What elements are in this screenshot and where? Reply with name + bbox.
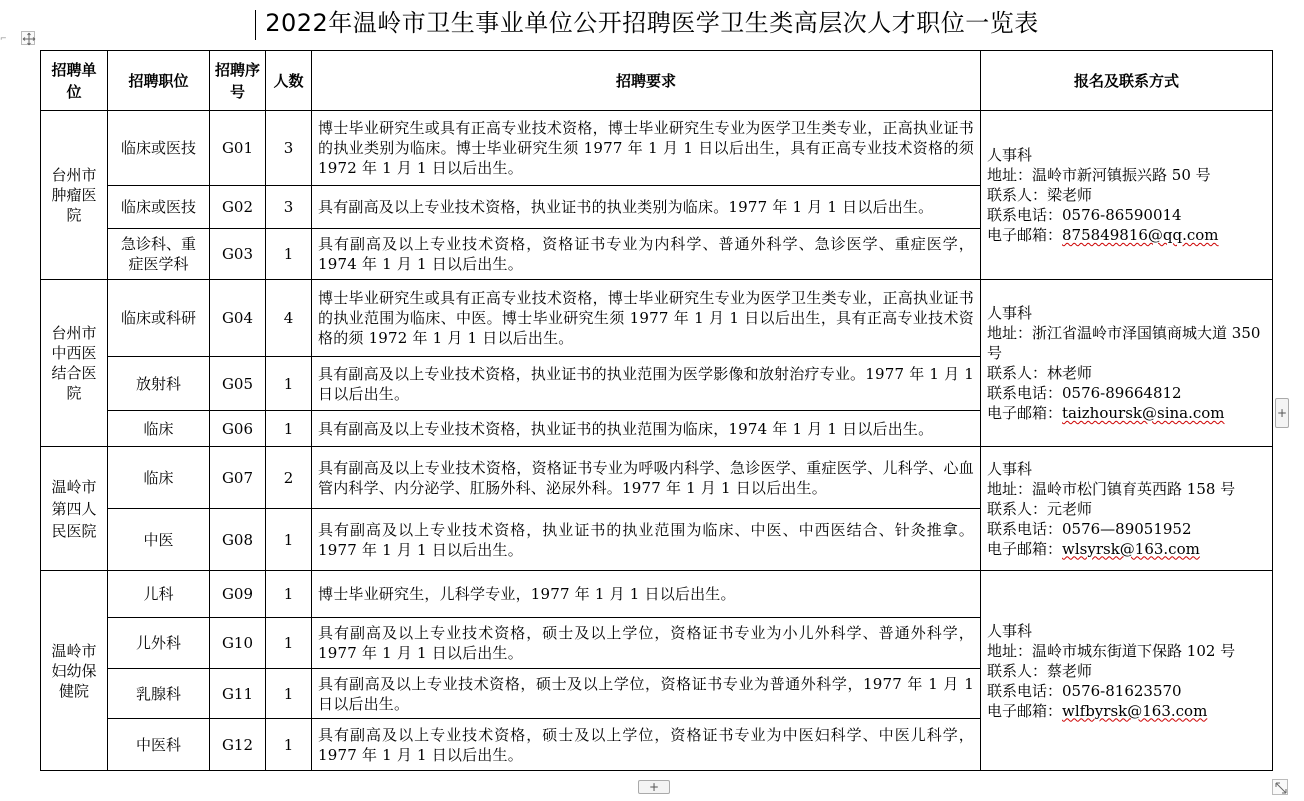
position-cell: 放射科 [108, 357, 210, 411]
header-position: 招聘职位 [108, 51, 210, 111]
code-cell: G07 [210, 447, 266, 509]
count-cell: 3 [266, 111, 312, 186]
header-code: 招聘序号 [210, 51, 266, 111]
contact-email: 875849816@qq.com [1062, 226, 1219, 244]
contact-cell [981, 111, 1273, 280]
contact-email-line [987, 701, 1266, 721]
resize-arrows-icon [1273, 780, 1289, 796]
count-cell: 1 [266, 509, 312, 571]
contact-address: 地址：浙江省温岭市泽国镇商城大道 350 号 [987, 324, 1261, 362]
contact-cell [981, 447, 1273, 571]
contact-email-line [987, 225, 1266, 245]
contact-email-label: 电子邮箱： [987, 404, 1063, 422]
count-cell: 1 [266, 719, 312, 771]
unit-cell: 台州市肿瘤医院 [41, 111, 108, 280]
requirements-cell: 博士毕业研究生或具有正高专业技术资格，博士毕业研究生专业为医学卫生类专业，正高执业证书的执业范围为临床、中医。博士毕业研究生须 1977 年 1 月 1 日以后出生，具有正高专业技术资格的须 1972 年 1 月 1 日以后出生。 [312, 280, 981, 357]
contact-address: 地址：温岭市新河镇振兴路 50 号 [987, 166, 1211, 184]
contact-email-line [987, 403, 1266, 423]
page-corner-mark: ⌐ [0, 34, 7, 43]
code-cell: G03 [210, 229, 266, 280]
requirements-cell: 具有副高及以上专业技术资格，硕士及以上学位，资格证书专业为小儿外科学、普通外科学，1977 年 1 月 1 日以后出生。 [312, 618, 981, 669]
contact-phone: 联系电话：0576—89051952 [987, 519, 1192, 538]
contact-address: 地址：温岭市城东街道下保路 102 号 [987, 641, 1236, 660]
table-row [41, 447, 1273, 509]
count-cell: 4 [266, 280, 312, 357]
header-row [41, 51, 1273, 111]
unit-cell: 台州市中西医结合医院 [41, 280, 108, 447]
contact-dept: 人事科 [987, 146, 1033, 164]
position-cell: 临床 [108, 411, 210, 447]
contact-email-label: 电子邮箱： [987, 539, 1063, 558]
header-count: 人数 [266, 51, 312, 111]
requirements-cell: 具有副高及以上专业技术资格，资格证书专业为呼吸内科学、急诊医学、重症医学、儿科学、心血管内科学、内分泌学、肛肠外科、泌尿外科。1977 年 1 月 1 日以后出生。 [312, 447, 981, 509]
requirements-cell: 具有副高及以上专业技术资格，执业证书的执业范围为医学影像和放射治疗专业。1977 年 1 月 1 日以后出生。 [312, 357, 981, 411]
position-cell: 临床 [108, 447, 210, 509]
requirements-cell: 具有副高及以上专业技术资格，执业证书的执业范围为临床，1974 年 1 月 1 日以后出生。 [312, 411, 981, 447]
contact-email-label: 电子邮箱： [987, 701, 1063, 720]
position-cell: 乳腺科 [108, 669, 210, 719]
position-cell: 临床或科研 [108, 280, 210, 357]
contact-cell [981, 280, 1273, 447]
requirements-cell: 具有副高及以上专业技术资格，执业证书的执业范围为临床、中医、中西医结合、针灸推拿。1977 年 1 月 1 日以后出生。 [312, 509, 981, 571]
code-cell: G10 [210, 618, 266, 669]
table-move-handle-icon[interactable] [21, 31, 35, 45]
table-resize-handle-icon[interactable] [1272, 779, 1288, 795]
code-cell: G12 [210, 719, 266, 771]
contact-address: 地址：温岭市松门镇育英西路 158 号 [987, 479, 1236, 498]
contact-phone: 联系电话：0576-89664812 [987, 384, 1182, 402]
add-row-button[interactable]: + [638, 780, 670, 794]
count-cell: 1 [266, 618, 312, 669]
count-cell: 3 [266, 186, 312, 229]
position-cell: 临床或医技 [108, 111, 210, 186]
table-row [41, 280, 1273, 357]
requirements-cell: 博士毕业研究生，儿科学专业，1977 年 1 月 1 日以后出生。 [312, 571, 981, 618]
header-requirements: 招聘要求 [312, 51, 981, 111]
contact-cell [981, 571, 1273, 771]
text-cursor [255, 10, 256, 40]
title-text: 2022年温岭市卫生事业单位公开招聘医学卫生类高层次人才职位一览表 [265, 9, 1039, 37]
requirements-cell: 具有副高及以上专业技术资格，执业证书的执业类别为临床。1977 年 1 月 1 日以后出生。 [312, 186, 981, 229]
position-cell: 临床或医技 [108, 186, 210, 229]
contact-email: wlfbyrsk@163.com [1062, 701, 1208, 720]
add-column-button[interactable]: + [1275, 398, 1289, 428]
contact-person: 联系人：林老师 [987, 364, 1093, 382]
count-cell: 1 [266, 669, 312, 719]
count-cell: 1 [266, 357, 312, 411]
requirements-cell: 具有副高及以上专业技术资格，硕士及以上学位，资格证书专业为普通外科学，1977 年 1 月 1 日以后出生。 [312, 669, 981, 719]
code-cell: G02 [210, 186, 266, 229]
contact-email-line [987, 539, 1266, 559]
header-unit: 招聘单位 [41, 51, 108, 111]
count-cell: 2 [266, 447, 312, 509]
code-cell: G06 [210, 411, 266, 447]
contact-person: 联系人：元老师 [987, 499, 1093, 518]
contact-person: 联系人：梁老师 [987, 186, 1093, 204]
requirements-cell: 博士毕业研究生或具有正高专业技术资格，博士毕业研究生专业为医学卫生类专业，正高执业证书的执业类别为临床。博士毕业研究生须 1977 年 1 月 1 日以后出生，具有正高专业技术资格的须 1972 年 1 月 1 日以后出生。 [312, 111, 981, 186]
contact-dept: 人事科 [987, 621, 1033, 640]
contact-person: 联系人：蔡老师 [987, 661, 1093, 680]
positions-table [40, 50, 1273, 771]
code-cell: G08 [210, 509, 266, 571]
requirements-cell: 具有副高及以上专业技术资格，资格证书专业为内科学、普通外科学、急诊医学、重症医学，1974 年 1 月 1 日以后出生。 [312, 229, 981, 280]
contact-phone: 联系电话：0576-81623570 [987, 681, 1182, 700]
code-cell: G11 [210, 669, 266, 719]
unit-cell: 温岭市妇幼保健院 [41, 571, 108, 771]
contact-email-label: 电子邮箱： [987, 226, 1063, 244]
contact-phone: 联系电话：0576-86590014 [987, 206, 1182, 224]
unit-cell: 温岭市第四人民医院 [41, 447, 108, 571]
header-contact: 报名及联系方式 [981, 51, 1273, 111]
position-cell: 儿外科 [108, 618, 210, 669]
page-title [0, 6, 1304, 40]
position-cell: 儿科 [108, 571, 210, 618]
move-arrows-icon [22, 32, 36, 46]
count-cell: 1 [266, 229, 312, 280]
code-cell: G05 [210, 357, 266, 411]
requirements-cell: 具有副高及以上专业技术资格，硕士及以上学位，资格证书专业为中医妇科学、中医儿科学，1977 年 1 月 1 日以后出生。 [312, 719, 981, 771]
position-cell: 急诊科、重症医学科 [108, 229, 210, 280]
table-row [41, 571, 1273, 618]
code-cell: G09 [210, 571, 266, 618]
code-cell: G04 [210, 280, 266, 357]
code-cell: G01 [210, 111, 266, 186]
count-cell: 1 [266, 411, 312, 447]
contact-dept: 人事科 [987, 304, 1033, 322]
count-cell: 1 [266, 571, 312, 618]
contact-dept: 人事科 [987, 459, 1033, 478]
contact-email: wlsyrsk@163.com [1062, 539, 1200, 558]
table-row [41, 111, 1273, 186]
position-cell: 中医 [108, 509, 210, 571]
contact-email: taizhoursk@sina.com [1062, 404, 1225, 422]
position-cell: 中医科 [108, 719, 210, 771]
